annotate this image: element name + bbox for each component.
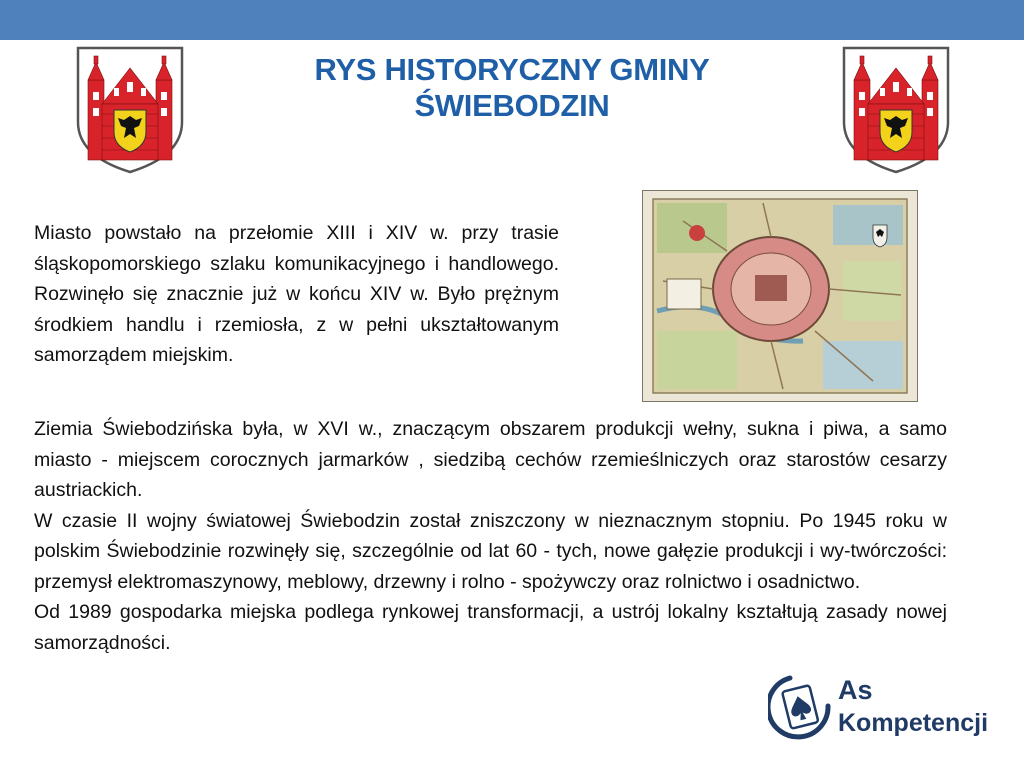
map-illustration [643,191,917,401]
paragraph-1989: Od 1989 gospodarka miejska podlega rynkowej transformacji, a ustrój lokalny kształtują zasady nowej samorządności. [34,601,947,654]
paragraph-founding: Miasto powstało na przełomie XIII i XIV w. przy trasie śląskopomorskiego szlaku komunikacyjnego i handlowego. Rozwinęło się znacznie już w końcu XIV w. Było prężnym środkiem handlu i rzemiosła, z w pełni ukształtowanym samorządem miejskim. [34,222,559,366]
paragraph-wool-production: Ziemia Świebodzińska była, w XVI w., znaczącym obszarem produkcji wełny, sukna i piwa, a samo miasto - miejscem corocznych jarmarków , siedzibą cechów rzemieślniczych oraz starostów cesarzy austriackich. [34,418,947,501]
logo-line-2: Kompetencji [838,709,989,737]
coat-of-arms-right [840,44,952,176]
title-line-1: RYS HISTORYCZNY GMINY [314,52,710,87]
title-line-2: ŚWIEBODZIN [414,88,610,123]
main-text-block [34,414,947,658]
spade-card-icon [768,672,832,742]
paragraph-ww2: W czasie II wojny światowej Świebodzin został zniszczony w nieznacznym stopniu. Po 1945 roku w polskim Świebodzinie rozwinęły się, szczególnie od lat 60 - tych, nowe gałęzie produkcji i wy-twórczości: przemysł elektromaszynowy, meblowy, drzewny i rolno - spożywczy oraz rolnictwo i osadnictwo. [34,509,947,593]
top-accent-bar [0,0,1024,40]
as-kompetencji-logo [768,672,1000,746]
coat-of-arms-left [74,44,186,176]
logo-line-1: As [838,675,873,705]
page-title [240,52,784,124]
logo-text [838,674,988,740]
historic-town-map-image [642,190,918,402]
